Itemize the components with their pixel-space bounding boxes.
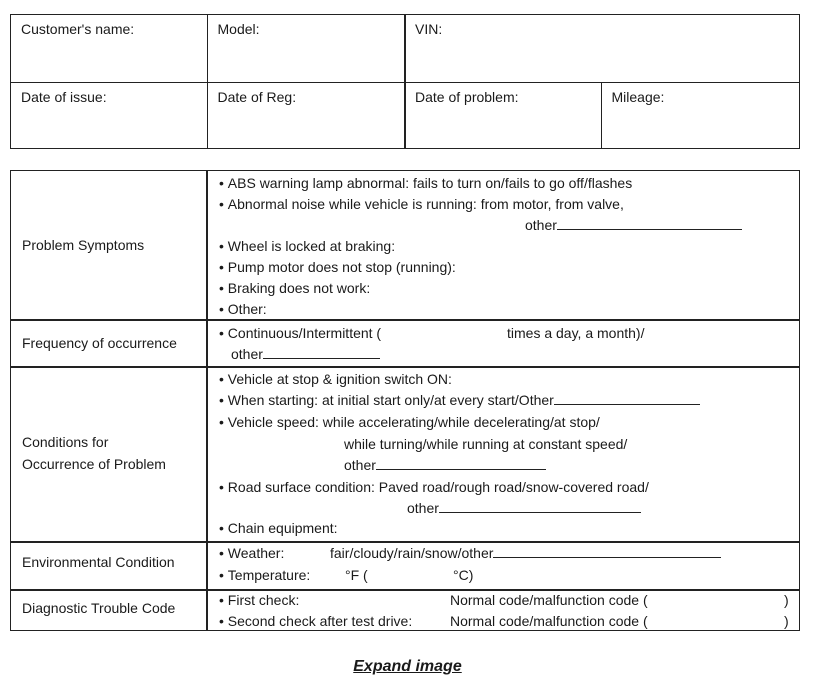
symptom-wheel-locked[interactable]: • Wheel is locked at braking: [219,238,396,254]
symptom-noise-other[interactable]: other [525,217,742,233]
condition-when-starting[interactable]: • When starting: at initial start only/at every start/Other [219,392,700,408]
conditions-label-line1: Conditions for [22,434,109,450]
symptom-braking[interactable]: • Braking does not work: [219,280,371,296]
env-temp-f: °F ( [345,567,368,583]
frequency-times: times a day, a month)/ [507,325,645,341]
condition-road-surface[interactable]: • Road surface condition: Paved road/rough road/snow-covered road/ [219,479,649,495]
expand-image-link[interactable]: Expand image [353,658,462,675]
row-divider [10,319,800,321]
symptom-abs-lamp[interactable]: • ABS warning lamp abnormal: fails to turn on/fails to go off/flashes [219,175,633,191]
blank-line[interactable] [554,393,700,405]
model-label: Model: [217,21,260,37]
model-field[interactable] [207,14,406,83]
dtc-second-code: Normal code/malfunction code ( [450,613,648,629]
table-column-divider [206,170,208,631]
vin-field[interactable] [404,14,800,83]
condition-speed-line2: while turning/while running at constant speed/ [344,436,628,452]
mileage-label: Mileage: [611,88,665,105]
date-of-reg-label: Date of Reg: [217,88,297,105]
condition-vehicle-speed[interactable]: • Vehicle speed: while accelerating/while decelerating/at stop/ [219,414,600,430]
problem-symptoms-label: Problem Symptoms [22,237,145,253]
date-of-problem-label: Date of problem: [415,88,519,105]
row-divider [10,589,800,591]
dtc-first-close: ) [784,592,789,608]
blank-line[interactable] [263,347,380,359]
dtc-second-check[interactable]: • Second check after test drive: [219,613,413,629]
customer-name-label: Customer's name: [21,21,135,37]
blank-line[interactable] [557,218,742,230]
symptom-pump-motor[interactable]: • Pump motor does not stop (running): [219,259,456,275]
env-weather-options[interactable]: fair/cloudy/rain/snow/other [330,545,721,561]
condition-speed-other[interactable]: other [344,457,546,473]
symptom-abnormal-noise[interactable]: • Abnormal noise while vehicle is running: from motor, from valve, [219,196,624,212]
dtc-first-code: Normal code/malfunction code ( [450,592,648,608]
condition-vehicle-stop[interactable]: • Vehicle at stop & ignition switch ON: [219,371,452,387]
vin-label: VIN: [415,21,443,37]
blank-line[interactable] [439,501,641,513]
env-temperature[interactable]: • Temperature: [219,567,311,583]
conditions-label-line2: Occurrence of Problem [22,456,166,472]
frequency-continuous[interactable]: • Continuous/Intermittent ( [219,325,382,341]
environmental-label: Environmental Condition [22,554,175,570]
env-weather[interactable]: • Weather: [219,545,285,561]
env-temp-c: °C) [453,567,474,583]
frequency-label: Frequency of occurrence [22,335,177,351]
condition-chain[interactable]: • Chain equipment: [219,520,338,536]
dtc-first-check[interactable]: • First check: [219,592,300,608]
dtc-second-close: ) [784,613,789,629]
date-of-problem-field[interactable] [404,82,602,149]
mileage-field[interactable] [601,82,801,149]
date-of-issue-label: Date of issue: [21,88,107,105]
date-of-issue-field[interactable] [10,82,208,149]
condition-road-other[interactable]: other [407,500,641,516]
row-divider [10,541,800,543]
symptom-other[interactable]: • Other: [219,301,267,317]
frequency-other[interactable]: other [231,346,380,362]
date-of-reg-field[interactable] [207,82,406,149]
dtc-label: Diagnostic Trouble Code [22,600,176,616]
blank-line[interactable] [493,546,721,558]
customer-name-field[interactable] [10,14,208,83]
row-divider [10,366,800,368]
blank-line[interactable] [376,458,546,470]
